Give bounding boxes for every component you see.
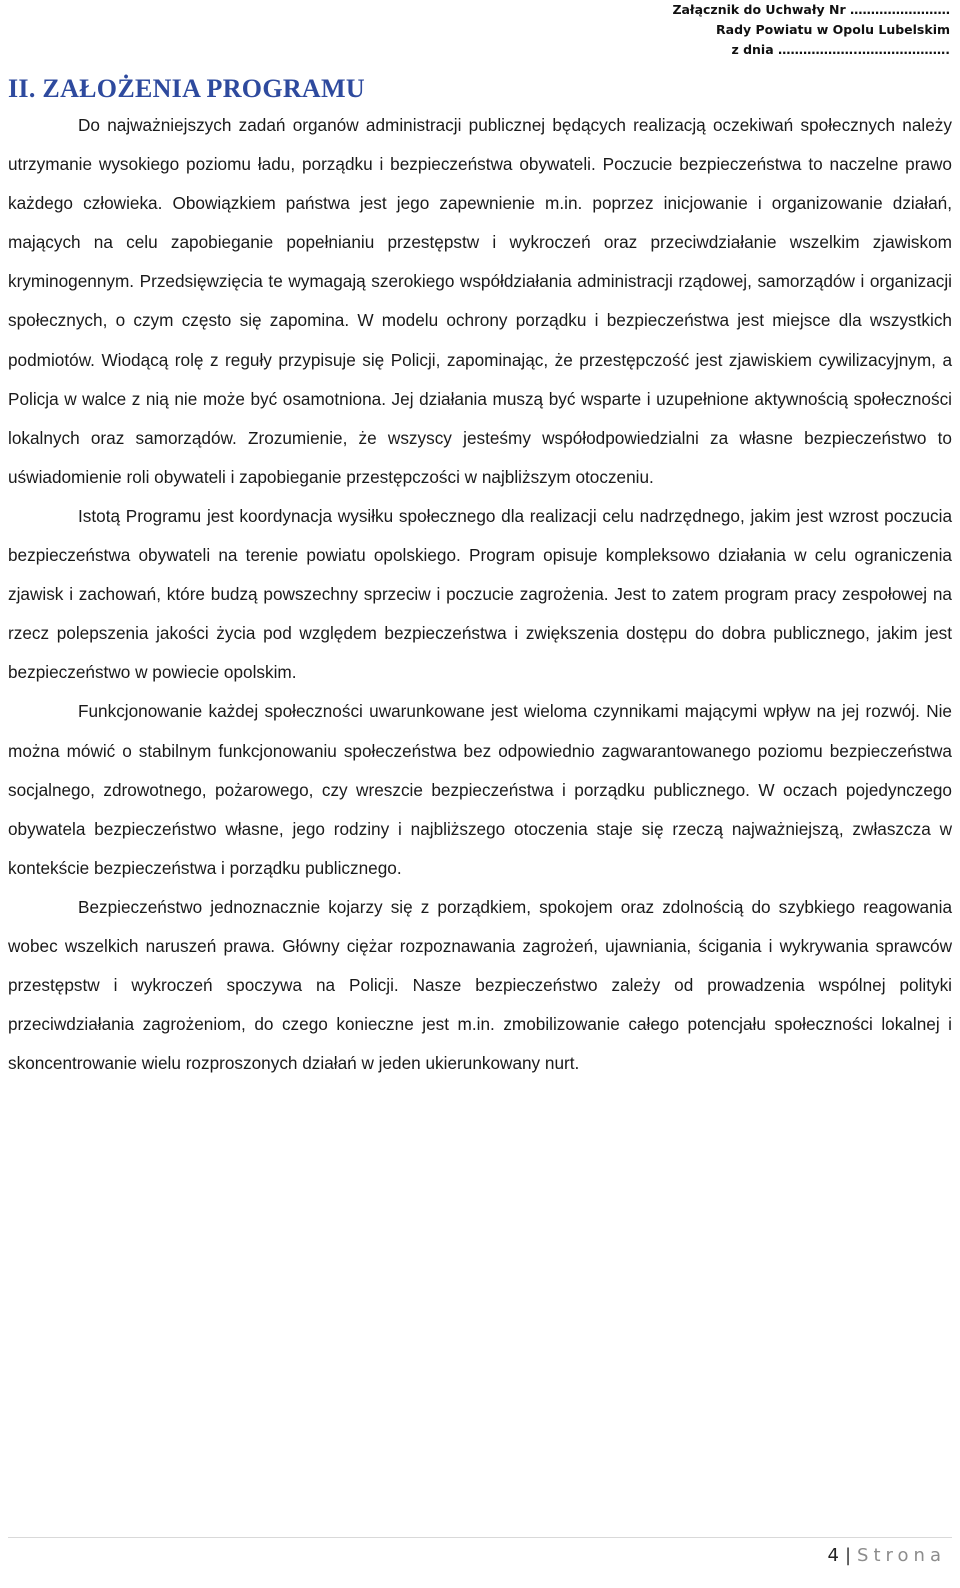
paragraph-2: Istotą Programu jest koordynacja wysiłku społecznego dla realizacji celu nadrzędnego, jakim jest wzrost poczucia bezpieczeństwa obywateli na terenie powiatu opolskiego. Program opisuje kompleksowo działania w celu ograniczenia zjawisk i zachowań, które budzą powszechny sprzeciw i poczucie zagrożenia. Jest to zatem program pracy zespołowej na rzecz polepszenia jakości życia pod względem bezpieczeństwa i zwiększenia dostępu do dobra publicznego, jakim jest bezpieczeństwo w powiecie opolskim. [8,505,952,683]
section-title: II. ZAŁOŻENIA PROGRAMU [8,74,365,103]
paragraph-4: Bezpieczeństwo jednoznacznie kojarzy się z porządkiem, spokojem oraz zdolnością do szybkiego reagowania wobec wszelkich naruszeń prawa. Główny ciężar rozpoznawania zagrożeń, ujawniania, ścigania i wykrywania sprawców przestępstw i wykroczeń spoczywa na Policji. Nasze bezpieczeństwo zależy od prowadzenia wspólnej polityki przeciwdziałania zagrożeniom, do czego konieczne jest m.in. zmobilizowanie całego potencjału społeczności lokalnej i skoncentrowanie wielu rozproszonych działań w jeden ukierunkowany nurt. [8,896,952,1074]
paragraph-1: Do najważniejszych zadań organów administracji publicznej będących realizacją oczekiwań społecznych należy utrzymanie wysokiego poziomu ładu, porządku i bezpieczeństwa obywateli. Poczucie bezpieczeństwa to naczelne prawo każdego człowieka. Obowiązkiem państwa jest jego zapewnienie m.in. poprzez inicjowanie i organizowanie działań, mających na celu zapobieganie popełnianiu przestępstw i wykroczeń oraz przeciwdziałanie wszelkim zjawiskom kryminogennym. Przedsięwzięcia te wymagają szerokiego współdziałania administracji rządowej, samorządów i organizacji społecznych, o czym często się zapomina. W modelu ochrony porządku i bezpieczeństwa jest miejsce dla wszystkich podmiotów. Wiodącą rolę z reguły przypisuje się Policji, zapominając, że przestępczość jest zjawiskiem cywilizacyjnym, a Policja w walce z nią nie może być osamotniona. Jej działania muszą być wsparte i uzupełnione aktywnością społeczności lokalnych oraz samorządów. Zrozumienie, że wszyscy jesteśmy współodpowiedzialni za własne bezpieczeństwo to uświadomienie roli obywateli i zapobieganie przestępczości w najbliższym otoczeniu. [8,115,952,487]
paragraph-3: Funkcjonowanie każdej społeczności uwarunkowane jest wieloma czynnikami mającymi wpływ na jej rozwój. Nie można mówić o stabilnym funkcjonowaniu społeczeństwa bez odpowiednio zagwarantowanego poziomu bezpieczeństwa socjalnego, zdrowotnego, pożarowego, czy wreszcie bezpieczeństwa i porządku publicznego. W oczach pojedynczego obywatela bezpieczeństwo własne, jego rodziny i najbliższego otoczenia staje się rzeczą najważniejszą, zwłaszcza w kontekście bezpieczeństwa i porządku publicznego. [8,701,952,878]
header-council-line: Rady Powiatu w Opolu Lubelskim [716,22,950,37]
header-date-line: z dnia ……………….…………………. [731,42,950,57]
document-header [672,0,950,60]
footer-divider [8,1537,952,1538]
page-word: Strona [857,1545,946,1566]
footer-separator: | [844,1545,852,1566]
page-number: 4 [827,1545,839,1566]
header-annex-line: Załącznik do Uchwały Nr …………………… [672,2,950,17]
document-body [8,106,952,1083]
page-footer [828,1541,946,1571]
